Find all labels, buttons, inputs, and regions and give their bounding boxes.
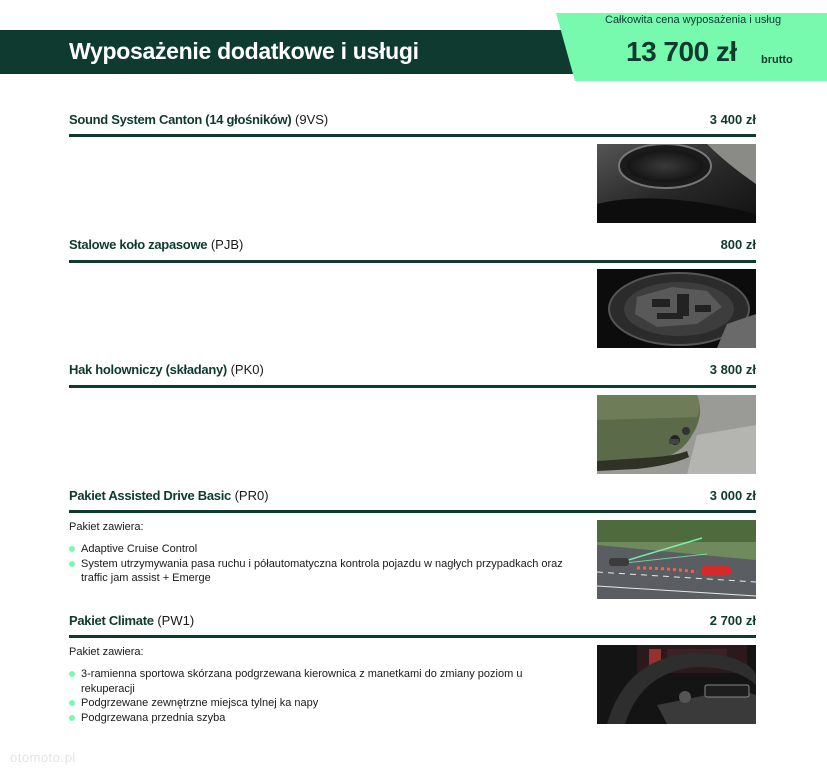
item-row-climate xyxy=(69,613,756,631)
item-price: 2 700 zł xyxy=(709,613,756,628)
item-divider xyxy=(69,134,756,137)
steering-wheel-photo xyxy=(597,645,756,724)
item-code: (9VS) xyxy=(295,112,329,127)
total-price-suffix: brutto xyxy=(761,54,793,66)
item-row-sound-system xyxy=(69,112,756,130)
item-name: Hak holowniczy (składany) xyxy=(69,362,227,377)
list-item: Adaptive Cruise Control xyxy=(69,542,569,557)
item-code: (PK0) xyxy=(230,362,264,377)
item-row-tow-hook xyxy=(69,362,756,380)
item-name: Stalowe koło zapasowe xyxy=(69,237,208,252)
item-price: 800 zł xyxy=(720,237,756,252)
item-name: Pakiet Climate xyxy=(69,613,154,628)
tow-hook-photo xyxy=(597,395,756,474)
page-title: Wyposażenie dodatkowe i usługi xyxy=(69,38,419,64)
speaker-grille-photo xyxy=(597,144,756,223)
adaptive-cruise-road-photo xyxy=(597,520,756,599)
item-name: Sound System Canton (14 głośników) xyxy=(69,112,292,127)
item-price: 3 000 zł xyxy=(709,488,756,503)
item-row-assisted-drive xyxy=(69,488,756,506)
item-price: 3 400 zł xyxy=(709,112,756,127)
item-code: (PR0) xyxy=(234,488,269,503)
item-code: (PJB) xyxy=(210,237,244,252)
item-divider xyxy=(69,510,756,513)
package-feature-list xyxy=(69,542,569,586)
list-item: Podgrzewane zewnętrzne miejsca tylnej ka napy xyxy=(69,696,569,711)
item-divider xyxy=(69,260,756,263)
list-item: 3-ramienna sportowa skórzana podgrzewana kierownica z manetkami do zmiany poziom u rekuperacji xyxy=(69,667,569,696)
item-row-spare-wheel xyxy=(69,237,756,255)
package-label: Pakiet zawiera: xyxy=(69,646,144,658)
item-code: (PW1) xyxy=(157,613,195,628)
total-price-label: Całkowita cena wyposażenia i usług xyxy=(605,14,782,26)
watermark-logo: otomoto.pl xyxy=(10,750,76,765)
item-price: 3 800 zł xyxy=(709,362,756,377)
item-divider xyxy=(69,385,756,388)
total-price-value: 13 700 zł xyxy=(626,36,737,67)
list-item: Podgrzewana przednia szyba xyxy=(69,711,569,726)
package-feature-list xyxy=(69,667,569,725)
list-item: System utrzymywania pasa ruchu i półautomatyczna kontrola pojazdu w nagłych przypadkach oraz traffic jam assist + Emerge xyxy=(69,557,569,586)
item-divider xyxy=(69,635,756,638)
spare-wheel-toolkit-photo xyxy=(597,269,756,348)
package-label: Pakiet zawiera: xyxy=(69,521,144,533)
item-name: Pakiet Assisted Drive Basic xyxy=(69,488,231,503)
